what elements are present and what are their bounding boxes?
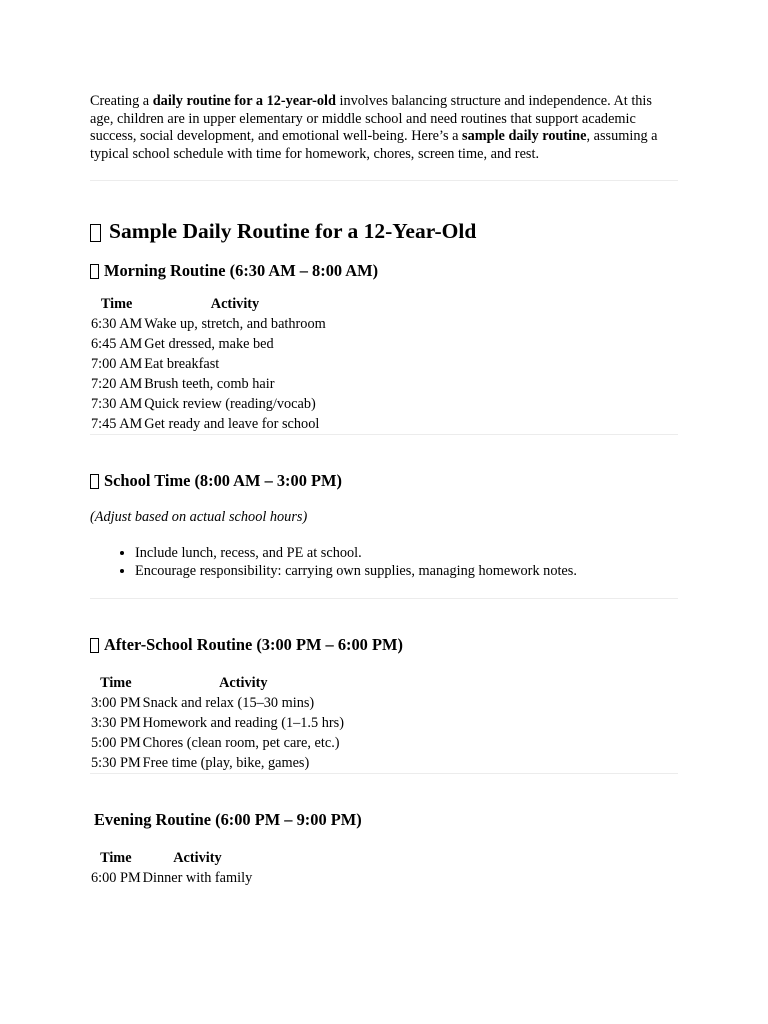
row-activity: Wake up, stretch, and bathroom: [144, 316, 326, 333]
table-row: [90, 354, 327, 374]
row-activity: Quick review (reading/vocab): [144, 396, 316, 413]
intro-text-3: , assuming a typical school schedule with time for homework, chores, screen time, and rest.: [90, 128, 658, 162]
row-time: 3:30 PM: [91, 715, 141, 732]
morning-schedule-table: [90, 295, 327, 434]
table-row: [90, 713, 345, 733]
school-note: (Adjust based on actual school hours): [90, 509, 308, 526]
table-row: [90, 693, 345, 713]
intro-text-2: involves balancing structure and independence. At this age, children are in upper elementary or middle school and need routines that support academic success, social development, and emotional well-being. Here’s a: [90, 93, 652, 145]
divider: [90, 434, 678, 435]
divider: [90, 773, 678, 774]
after-school-schedule-table: [90, 674, 345, 773]
section-title-school-text: School Time (8:00 AM – 3:00 PM): [104, 471, 342, 491]
table-row: [90, 753, 345, 773]
divider: [90, 180, 678, 181]
section-title-evening-text: Evening Routine (6:00 PM – 9:00 PM): [94, 810, 362, 830]
row-activity: Chores (clean room, pet care, etc.): [142, 735, 340, 752]
column-header-activity: Activity: [173, 850, 222, 867]
school-bullet-list: [90, 544, 678, 580]
section-title-school: [90, 471, 678, 491]
section-title-evening: [90, 810, 678, 830]
row-activity: Get dressed, make bed: [144, 336, 274, 353]
row-time: 7:45 AM: [91, 416, 143, 433]
row-time: 7:00 AM: [91, 356, 143, 373]
intro-bold-1: daily routine for a 12-year-old: [152, 93, 336, 109]
column-header-time: Time: [100, 296, 133, 313]
table-row: [90, 733, 345, 753]
missing-emoji-icon: [90, 264, 99, 279]
list-item: • Encourage responsibility: carrying own supplies, managing homework notes.: [135, 562, 678, 580]
evening-schedule-table: [90, 849, 253, 888]
row-activity: Free time (play, bike, games): [142, 755, 310, 772]
row-time: 5:30 PM: [91, 755, 141, 772]
table-row: [90, 414, 327, 434]
column-header-time: Time: [100, 850, 132, 867]
table-row: [90, 394, 327, 414]
table-header-row: [90, 295, 327, 314]
row-activity: Dinner with family: [142, 870, 253, 887]
page-title: [90, 218, 678, 244]
missing-emoji-icon: [90, 474, 99, 489]
row-time: 6:30 AM: [91, 316, 143, 333]
table-header-row: [90, 849, 253, 868]
row-activity: Eat breakfast: [144, 356, 220, 373]
divider: [90, 598, 678, 599]
column-header-time: Time: [100, 675, 132, 692]
table-row: [90, 334, 327, 354]
row-activity: Homework and reading (1–1.5 hrs): [142, 715, 344, 732]
column-header-activity: Activity: [219, 675, 268, 692]
table-row: [90, 374, 327, 394]
row-time: 3:00 PM: [91, 695, 141, 712]
table-header-row: [90, 674, 345, 693]
table-row: [90, 868, 253, 888]
column-header-activity: Activity: [210, 296, 260, 313]
row-time: 6:45 AM: [91, 336, 143, 353]
section-title-morning-text: Morning Routine (6:30 AM – 8:00 AM): [104, 261, 379, 281]
section-title-after-school-text: After-School Routine (3:00 PM – 6:00 PM): [104, 635, 403, 655]
intro-bold-2: sample daily routine: [462, 128, 587, 145]
missing-emoji-icon: [90, 224, 101, 242]
intro-text-1: Creating a: [90, 93, 153, 109]
row-time: 5:00 PM: [91, 735, 141, 752]
section-title-after-school: [90, 635, 678, 655]
page-title-text: Sample Daily Routine for a 12-Year-Old: [109, 219, 477, 244]
row-time: 7:20 AM: [91, 376, 143, 393]
document-page: [90, 93, 678, 888]
missing-emoji-icon: [90, 638, 99, 653]
section-title-morning: [90, 261, 678, 281]
list-item: • Include lunch, recess, and PE at school.: [135, 544, 678, 562]
row-activity: Brush teeth, comb hair: [144, 376, 275, 393]
table-row: [90, 314, 327, 334]
intro-paragraph: [90, 93, 678, 163]
row-time: 6:00 PM: [91, 870, 141, 887]
row-activity: Get ready and leave for school: [144, 416, 320, 433]
row-time: 7:30 AM: [91, 396, 143, 413]
row-activity: Snack and relax (15–30 mins): [142, 695, 315, 712]
